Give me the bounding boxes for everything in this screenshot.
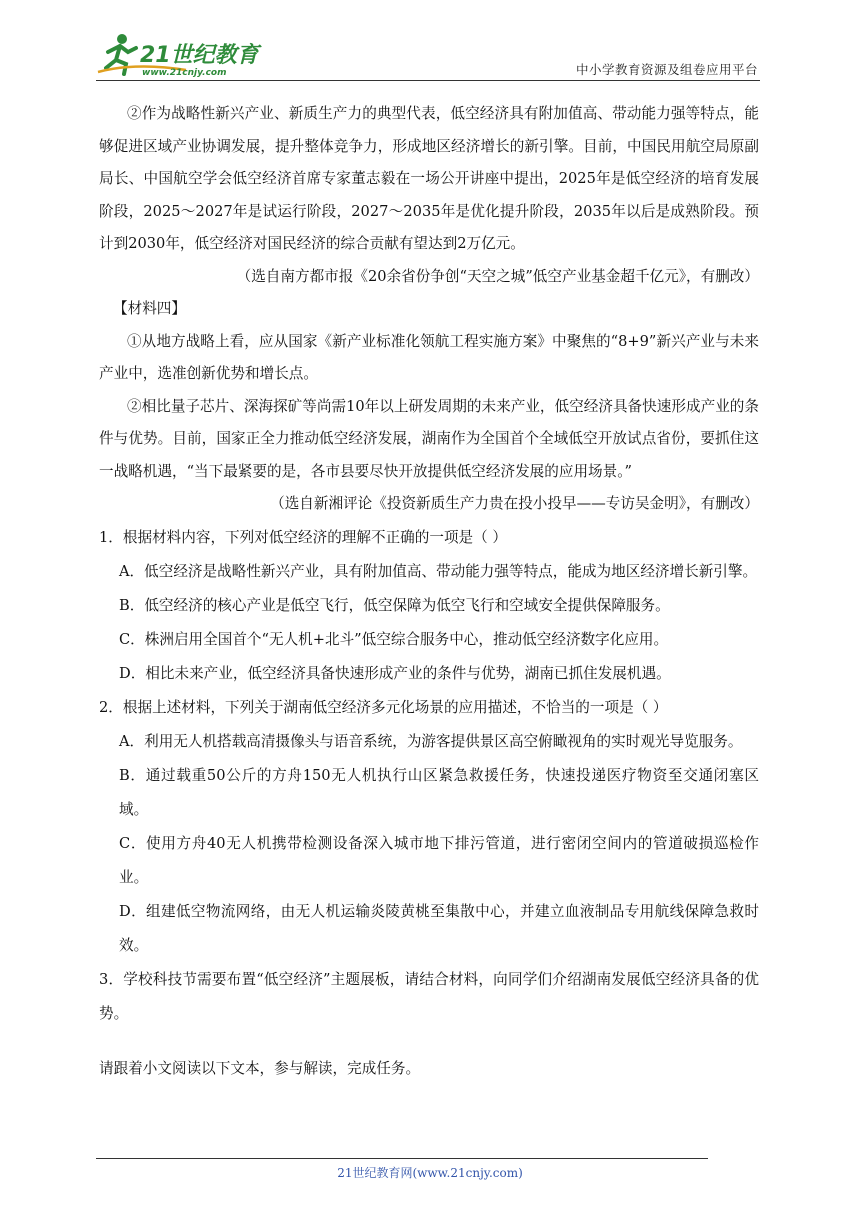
option-c: C．使用方舟40无人机携带检测设备深入城市地下排污管道，进行密闭空间内的管道破损巡检作业。 — [119, 834, 759, 886]
question-3 — [99, 963, 759, 1031]
material4-paragraph-1: ①从地方战略上看，应从国家《新产业标准化领航工程实施方案》中聚焦的“8+9”新兴产业与未来产业中，选准创新优势和增长点。 — [99, 332, 759, 382]
svg-text:21世纪教育: 21世纪教育 — [140, 43, 259, 68]
question-stem: 2．根据上述材料，下列关于湖南低空经济多元化场景的应用描述，不恰当的一项是（ ） — [99, 698, 668, 716]
option-b: B．通过载重50公斤的方舟150无人机执行山区紧急救援任务，快速投递医疗物资至交通闭塞区域。 — [119, 766, 759, 818]
footer-divider — [96, 1158, 708, 1159]
document-body — [99, 98, 759, 1085]
option-a: A．利用无人机搭载高清摄像头与语音系统，为游客提供景区高空俯瞰视角的实时观光导览服务。 — [119, 732, 743, 750]
option-a: A．低空经济是战略性新兴产业，具有附加值高、带动能力强等特点，能成为地区经济增长新引擎。 — [119, 562, 758, 580]
footer-site-link[interactable]: 21世纪教育网(www.21cnjy.com) — [337, 1166, 523, 1180]
material4-heading: 【材料四】 — [113, 300, 186, 317]
platform-name: 中小学教育资源及组卷应用平台 — [575, 62, 758, 77]
material4-paragraph-2: ②相比量子芯片、深海探矿等尚需10年以上研发周期的未来产业，低空经济具备快速形成产业的条件与优势。目前，国家正全力推动低空经济发展，湖南作为全国首个全域低空开放试点省份，要抓住这一战略机遇，“当下最紧要的是，各市县要尽快开放提供低空经济发展的应用场景。” — [99, 397, 759, 480]
header-divider — [96, 80, 760, 81]
site-logo-icon — [96, 32, 266, 78]
closing-instruction: 请跟着小文阅读以下文本，参与解读，完成任务。 — [99, 1059, 421, 1077]
option-b: B．低空经济的核心产业是低空飞行，低空保障为低空飞行和空域安全提供保障服务。 — [119, 596, 670, 614]
question-stem: 3．学校科技节需要布置“低空经济”主题展板，请结合材料，向同学们介绍湖南发展低空经济具备的优势。 — [99, 970, 759, 1022]
material3-source: （选自南方都市报《20余省份争创“天空之城”低空产业基金超千亿元》，有删改） — [236, 267, 759, 285]
question-1 — [99, 521, 759, 691]
question-2 — [99, 691, 759, 963]
material3-paragraph-2: ②作为战略性新兴产业、新质生产力的典型代表，低空经济具有附加值高、带动能力强等特点，能够促进区域产业协调发展，提升整体竞争力，形成地区经济增长的新引擎。目前，中国民用航空局原副局长、中国航空学会低空经济首席专家董志毅在一场公开讲座中提出，2025年是低空经济的培育发展阶段，2025～2027年是试运行阶段，2027～2035年是优化提升阶段，2035年以后是成熟阶段。预计到2030年，低空经济对国民经济的综合贡献有望达到2万亿元。 — [99, 105, 759, 252]
question-stem: 1．根据材料内容，下列对低空经济的理解不正确的一项是（ ） — [99, 528, 507, 546]
option-d: D．组建低空物流网络，由无人机运输炎陵黄桃至集散中心，并建立血液制品专用航线保障急救时效。 — [119, 902, 759, 954]
page-header — [96, 32, 760, 82]
svg-text:www.21cnjy.com: www.21cnjy.com — [142, 68, 227, 78]
option-d: D．相比未来产业，低空经济具备快速形成产业的条件与优势，湖南已抓住发展机遇。 — [119, 664, 671, 682]
material4-source: （选自新湘评论《投资新质生产力贵在投小投早——专访吴金明》，有删改） — [270, 495, 759, 512]
option-c: C．株洲启用全国首个“无人机+北斗”低空综合服务中心，推动低空经济数字化应用。 — [119, 630, 669, 648]
